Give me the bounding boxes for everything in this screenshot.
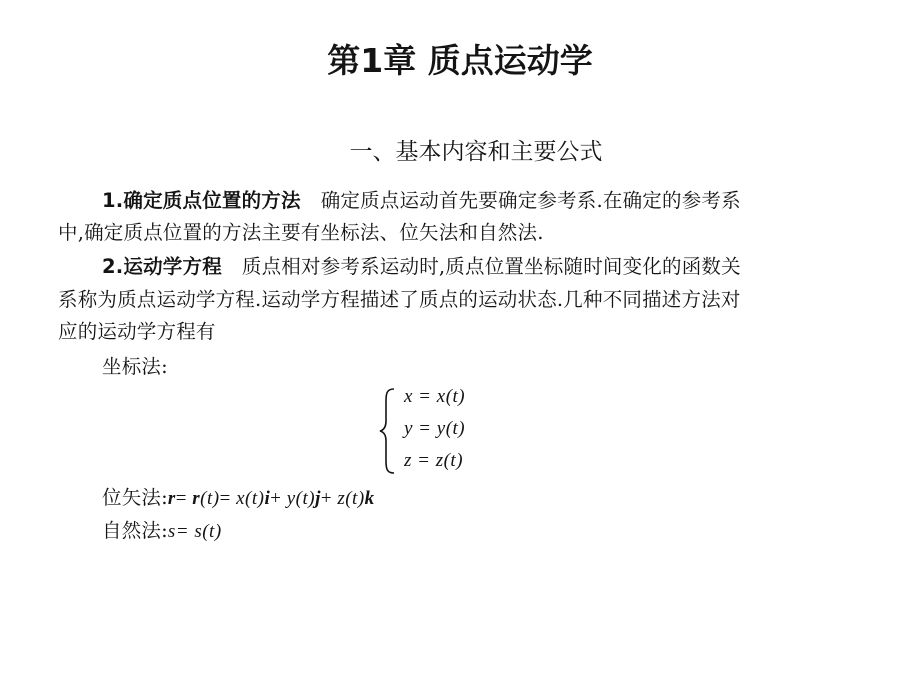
item1-number: 1.: [102, 189, 124, 212]
position-vector-label: 位矢法:: [102, 486, 168, 509]
natural-method-row: [102, 516, 222, 547]
chapter-title: 第1章 质点运动学: [327, 41, 593, 80]
item2-text-line1: 质点相对参考系运动时,质点位置坐标随时间变化的函数关: [241, 255, 741, 278]
natural-method-equation: s= s(t): [167, 521, 222, 542]
item1-line1: [102, 186, 741, 216]
item2-line2: 系称为质点运动学方程.运动学方程描述了质点的运动状态.几种不同描述方法对: [58, 288, 741, 311]
left-brace: [378, 387, 398, 475]
item2-line1: [102, 252, 741, 282]
equation-z: z = z(t): [404, 450, 464, 471]
item1-text-line1: 确定质点运动首先要确定参考系.在确定的参考系: [320, 189, 741, 212]
position-vector-row: [102, 483, 375, 514]
item2-number: 2.: [102, 255, 124, 278]
natural-method-label: 自然法:: [102, 519, 168, 542]
section-heading: 一、基本内容和主要公式: [349, 139, 603, 165]
coordinate-method-label: 坐标法:: [102, 355, 168, 378]
item2-heading: 运动学方程: [123, 255, 222, 278]
item2-line3: 应的运动学方程有: [58, 320, 216, 343]
item1-heading: 确定质点位置的方法: [123, 189, 301, 212]
equation-x: x = x(t): [404, 386, 466, 407]
position-vector-equation: r= r(t)= x(t)i+ y(t)j+ z(t)k: [167, 488, 375, 509]
equation-y: y = y(t): [404, 418, 466, 439]
item1-line2: 中,确定质点位置的方法主要有坐标法、位矢法和自然法.: [58, 221, 544, 244]
